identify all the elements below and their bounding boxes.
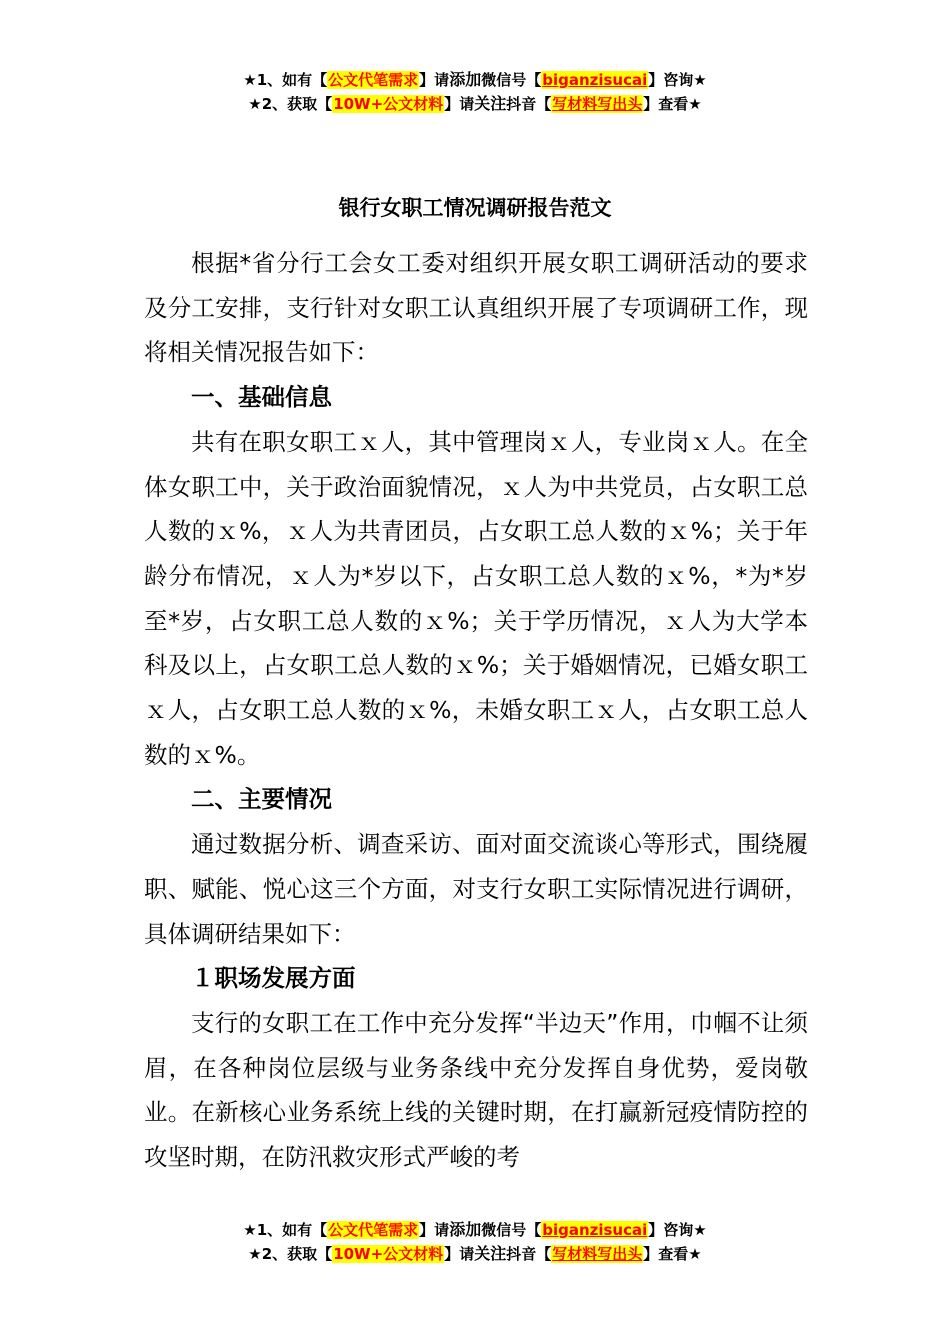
promo-highlight-douyin: 写材料写出头 — [552, 95, 643, 113]
promo-text: 】请 — [444, 95, 475, 113]
promo-line-1 — [0, 1218, 950, 1242]
intro-paragraph: 根据*省分行工会女工委对组织开展女职工调研活动的要求及分工安排，支行针对女职工认真组织开展了专项调研工作，现将相关情况报告如下： — [144, 249, 808, 367]
promo-highlight: 10W+公文材料 — [333, 1245, 444, 1263]
promo-highlight-wechat-id: biganzisucai — [542, 1221, 648, 1239]
promo-banner-bottom — [0, 1218, 950, 1266]
promo-text: 】查看★ — [643, 1245, 702, 1263]
promo-text: 微信号【 — [481, 71, 542, 89]
document-title: 银行女职工情况调研报告范文 — [338, 196, 612, 220]
promo-text: 】咨询★ — [648, 71, 707, 89]
promo-emphasis: 关注 — [474, 94, 507, 113]
promo-highlight-wechat-id: biganzisucai — [542, 71, 648, 89]
promo-text: 】请 — [419, 71, 450, 89]
promo-text: 】请 — [444, 1245, 475, 1263]
promo-emphasis: 关注 — [474, 1244, 507, 1263]
promo-highlight-douyin: 写材料写出头 — [552, 1245, 643, 1263]
promo-highlight: 公文代笔需求 — [328, 1221, 419, 1239]
promo-emphasis: 添加 — [449, 1220, 482, 1239]
promo-highlight: 10W+公文材料 — [333, 95, 444, 113]
section-2-heading: 二、主要情况 — [191, 785, 332, 814]
document-body — [144, 241, 808, 1180]
promo-text: ★1、如有【 — [243, 71, 328, 89]
subsection-1-heading: １职场发展方面 — [191, 964, 356, 993]
promo-text: ★2、获取【 — [248, 95, 333, 113]
promo-text: 抖音【 — [506, 95, 552, 113]
promo-text: 微信号【 — [481, 1221, 542, 1239]
promo-text: 抖音【 — [506, 1245, 552, 1263]
promo-text: ★1、如有【 — [243, 1221, 328, 1239]
promo-highlight: 公文代笔需求 — [328, 71, 419, 89]
promo-banner-top — [0, 68, 950, 116]
section-2-paragraph: 通过数据分析、调查采访、面对面交流谈心等形式，围绕履职、赋能、悦心这三个方面，对支行女职工实际情况进行调研，具体调研结果如下： — [144, 830, 808, 948]
section-1-paragraph: 共有在职女职工ｘ人，其中管理岗ｘ人，专业岗ｘ人。在全体女职工中，关于政治面貌情况，ｘ人为中共党员，占女职工总人数的ｘ%，ｘ人为共青团员，占女职工总人数的ｘ%；关于年龄分布情况，ｘ人为*岁以下，占女职工总人数的ｘ%，*为*岁至*岁，占女职工总人数的ｘ%；关于学历情况，ｘ人为大学本科及以上，占女职工总人数的ｘ%；关于婚姻情况，已婚女职工ｘ人，占女职工总人数的ｘ%，未婚女职工ｘ人，占女职工总人数的ｘ%。 — [144, 427, 808, 769]
promo-text: 】请 — [419, 1221, 450, 1239]
promo-line-1 — [0, 68, 950, 92]
promo-text: 】查看★ — [643, 95, 702, 113]
promo-emphasis: 添加 — [449, 70, 482, 89]
promo-line-2 — [0, 1242, 950, 1266]
subsection-1-paragraph: 支行的女职工在工作中充分发挥“半边天”作用，巾帼不让须眉，在各种岗位层级与业务条线中充分发挥自身优势，爱岗敬业。在新核心业务系统上线的关键时期，在打赢新冠疫情防控的攻坚时期，在防汛救灾形式严峻的考 — [144, 1008, 808, 1172]
promo-text: 】咨询★ — [648, 1221, 707, 1239]
promo-line-2 — [0, 92, 950, 116]
section-1-heading: 一、基础信息 — [191, 383, 332, 412]
promo-text: ★2、获取【 — [248, 1245, 333, 1263]
